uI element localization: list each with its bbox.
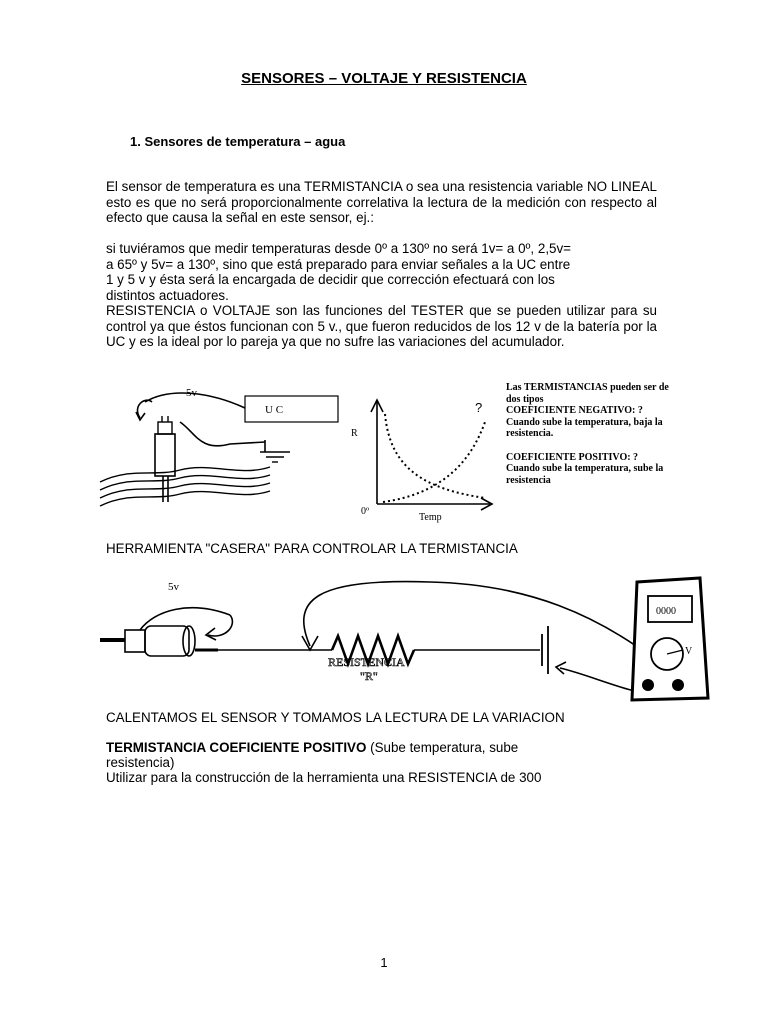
positive-coefficient-line-1: Cuando sube la temperatura, sube la [506, 463, 664, 474]
axis-temp-label: Temp [419, 512, 442, 523]
homemade-tool-diagram [100, 570, 710, 710]
resistor-label: RESISTENCIA [328, 655, 405, 669]
fig1-5v-label: 5v [186, 387, 197, 399]
negative-coefficient-title: COEFICIENTE NEGATIVO: ? [506, 405, 643, 416]
axis-r-label: R [351, 428, 358, 439]
positive-coefficient-line-2: resistencia [506, 474, 551, 486]
resistance-temperature-graph [345, 394, 495, 524]
multimeter-display: 0000 [656, 606, 676, 617]
example-line-1: si tuviéramos que medir temperaturas desde 0º a 130º no será 1v= a 0º, 2,5v= [106, 241, 572, 256]
example-line-2: a 65º y 5v= a 130º, sino que está preparado para enviar señales a la UC entre [106, 256, 571, 272]
negative-coefficient-line-1: Cuando sube la temperatura, baja la [506, 416, 663, 428]
multimeter-icon [632, 578, 708, 700]
positive-coefficient-bold: TERMISTANCIA COEFICIENTE POSITIVO [106, 740, 367, 755]
note-line-1: Las TERMISTANCIAS pueden ser de [506, 382, 669, 393]
uc-label: U C [265, 404, 284, 416]
page-title: SENSORES – VOLTAJE Y RESISTENCIA [241, 70, 527, 87]
heading-tool: HERRAMIENTA "CASERA" PARA CONTROLAR LA TERMISTANCIA [106, 541, 518, 556]
sensor-uc-diagram [100, 382, 350, 512]
negative-coefficient-curve [385, 414, 485, 498]
paragraph-termistancia: El sensor de temperatura es una TERMISTANCIA o sea una resistencia variable NO LINEAL esto es que no será proporcionalmente correlativa la lectura de la medición con respecto al efecto que causa la señal en este sensor, ej.: [106, 179, 657, 226]
negative-coefficient-line-2: resistencia. [506, 428, 554, 439]
resistor-r-label: "R" [360, 669, 378, 683]
paragraph-positive-coefficient [106, 740, 666, 785]
positive-coefficient-rest: (Sube temperatura, sube [366, 740, 519, 755]
multimeter-v-label: V [685, 646, 693, 657]
positive-coefficient-title: COEFICIENTE POSITIVO: ? [506, 451, 639, 463]
note-line-2: dos tipos [506, 393, 544, 405]
heading-heat-sensor: CALENTAMOS EL SENSOR Y TOMAMOS LA LECTURA DE LA VARIACION [106, 710, 565, 725]
paragraph-tester: RESISTENCIA o VOLTAJE son las funciones del TESTER que se pueden utilizar para su control ya que éstos funcionan con 5 v., que fueron reducidos de los 12 v de la batería por la UC y es la ideal por lo pareja ya que no sufre las variaciones del acumulador. [106, 303, 657, 350]
axis-zero-label: 0º [361, 506, 370, 517]
positive-coefficient-curve [383, 422, 485, 502]
graph-question-mark: ? [475, 400, 483, 415]
fig2-5v-label: 5v [168, 581, 179, 593]
page-number: 1 [380, 955, 388, 970]
utilizar-line: Utilizar para la construcción de la herramienta una RESISTENCIA de 300 [106, 770, 542, 785]
paragraph-example [106, 241, 657, 303]
example-line-4: distintos actuadores. [106, 287, 229, 303]
positive-coefficient-line-2: resistencia) [106, 755, 175, 770]
termistancia-types-note [506, 382, 706, 486]
example-line-3: 1 y 5 v y ésta será la encargada de decidir que corrección efectuará con los [106, 272, 555, 288]
section-heading-temperature: 1. Sensores de temperatura – agua [130, 134, 346, 149]
